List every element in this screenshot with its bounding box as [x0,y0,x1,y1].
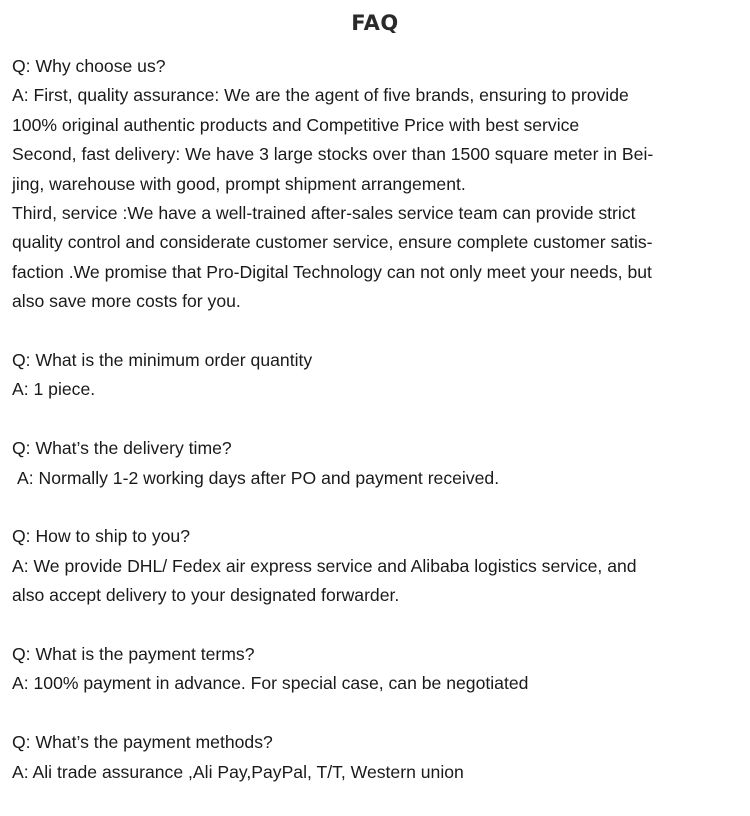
faq-answer-line: also accept delivery to your designated forwarder. [12,585,400,606]
faq-answer-line: 100% original authentic products and Competitive Price with best service [12,114,580,135]
faq-answer-line: A: We provide DHL/ Fedex air express service and Alibaba logistics service, and [12,555,637,576]
faq-answer-line: Second, fast delivery: We have 3 large stocks over than 1500 square meter in Bei- [12,144,654,165]
faq-item-shipping [12,522,732,610]
faq-item-why-choose-us [12,52,732,317]
faq-item-payment-terms [12,640,732,699]
faq-answer-line: also save more costs for you. [12,291,241,312]
faq-question: Q: What’s the payment methods? [12,732,273,753]
faq-answer-line: A: Normally 1-2 working days after PO and payment received. [17,467,500,488]
faq-answer-line: Third, service :We have a well-trained after-sales service team can provide strict [12,203,636,224]
faq-list [12,52,732,816]
faq-item-payment-methods [12,728,732,787]
faq-question: Q: What is the payment terms? [12,644,255,665]
faq-question: Q: How to ship to you? [12,526,190,547]
faq-item-delivery-time [12,434,732,493]
faq-item-minimum-order [12,346,732,405]
faq-question: Q: What is the minimum order quantity [12,350,313,371]
faq-question: Q: Why choose us? [12,56,166,76]
page-title: FAQ [351,11,399,35]
faq-answer-line: faction .We promise that Pro-Digital Technology can not only meet your needs, but [12,261,652,282]
faq-answer-line: A: Ali trade assurance ,Ali Pay,PayPal, T/T, Western union [12,761,464,782]
faq-answer-line: A: 100% payment in advance. For special case, can be negotiated [12,673,529,694]
faq-answer-line: A: 1 piece. [12,379,96,400]
faq-question: Q: What’s the delivery time? [12,438,232,459]
faq-answer-line: jing, warehouse with good, prompt shipment arrangement. [12,173,466,194]
faq-answer-line: quality control and considerate customer service, ensure complete customer satis- [12,232,653,253]
faq-answer-line: A: First, quality assurance: We are the agent of five brands, ensuring to provide [12,85,629,106]
